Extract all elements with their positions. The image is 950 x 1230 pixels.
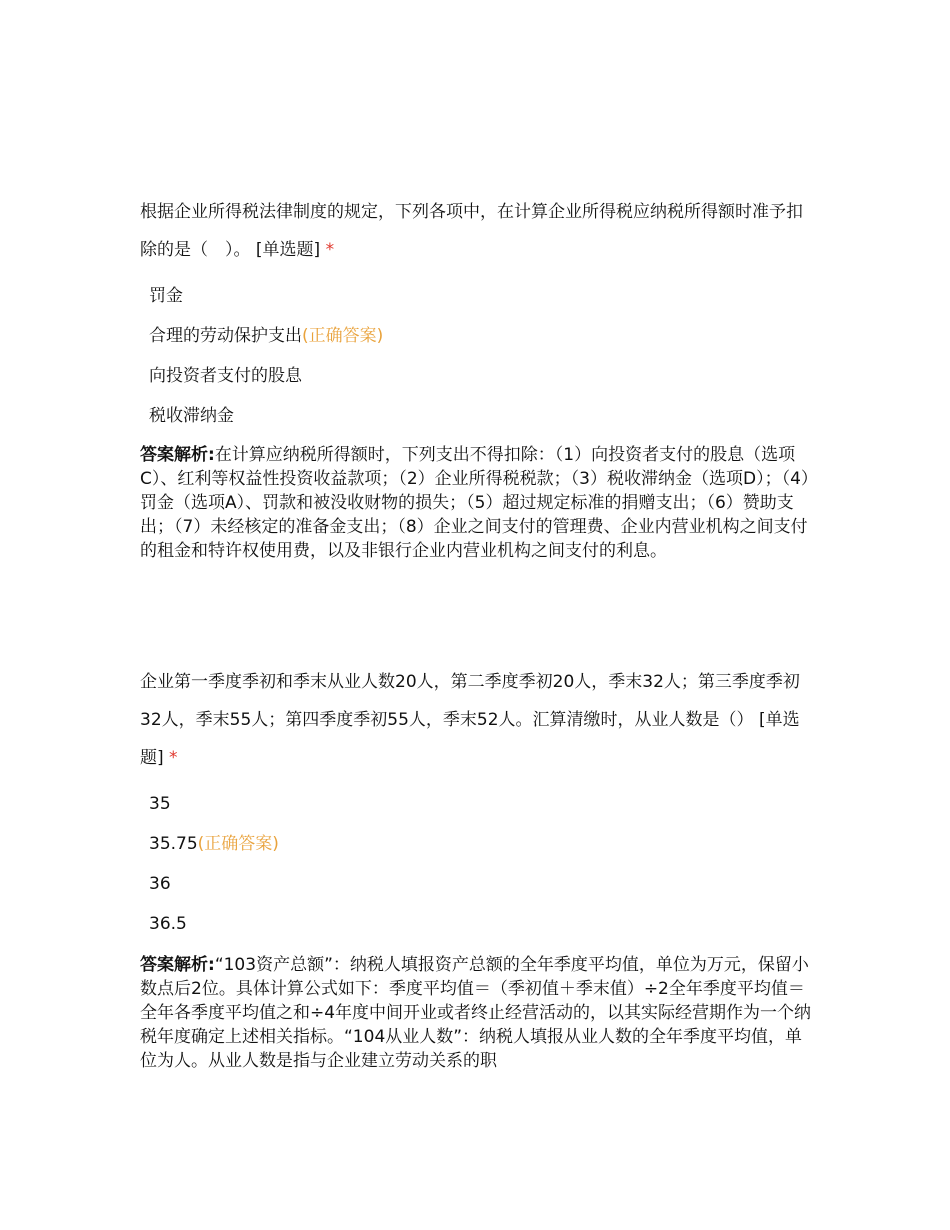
option-label: 36 <box>149 874 171 894</box>
option-label: 35.75 <box>149 834 198 854</box>
question-1-required-mark: * <box>325 240 335 260</box>
question-2-option-a[interactable] <box>149 788 809 828</box>
question-2-option-d[interactable] <box>149 908 809 948</box>
question-2-type: [单选题] <box>140 710 800 768</box>
option-label: 35 <box>149 794 171 814</box>
option-label: 合理的劳动保护支出 <box>149 326 302 346</box>
option-label: 罚金 <box>149 286 183 306</box>
question-1-type: [单选题] <box>255 240 321 260</box>
question-2 <box>140 663 812 777</box>
question-2-required-mark: * <box>169 748 178 768</box>
question-1-options <box>149 280 809 440</box>
question-2-option-b[interactable] <box>149 828 809 868</box>
question-1-option-d[interactable] <box>149 400 809 440</box>
question-2-text: 企业第一季度季初和季末从业人数20人，第二季度季初20人，季末32人；第三季度季初32人，季末55人；第四季度季初55人，季末52人。汇算清缴时，从业人数是（） <box>140 672 800 730</box>
question-1-option-a[interactable] <box>149 280 809 320</box>
question-2-options <box>149 788 809 948</box>
option-label: 向投资者支付的股息 <box>149 366 302 386</box>
correct-answer-tag: (正确答案) <box>197 834 279 854</box>
question-1 <box>140 193 812 269</box>
correct-answer-tag: (正确答案) <box>302 326 384 346</box>
question-2-option-c[interactable] <box>149 868 809 908</box>
question-1-analysis <box>140 443 812 563</box>
question-1-option-c[interactable] <box>149 360 809 400</box>
analysis-text: “103资产总额”：纳税人填报资产总额的全年季度平均值，单位为万元，保留小数点后2位。具体计算公式如下：季度平均值＝（季初值＋季末值）÷2全年季度平均值＝全年各季度平均值之和÷4年度中间开业或者终止经营活动的，以其实际经营期作为一个纳税年度确定上述相关指标。“104从业人数”：纳税人填报从业人数的全年季度平均值，单位为人。从业人数是指与企业建立劳动关系的职 <box>140 955 812 1071</box>
question-1-option-b[interactable] <box>149 320 809 360</box>
question-1-text: 根据企业所得税法律制度的规定，下列各项中，在计算企业所得税应纳税所得额时准予扣除的是（ ）。 <box>140 202 803 260</box>
analysis-text: 在计算应纳税所得额时，下列支出不得扣除：（1）向投资者支付的股息（选项C）、红利等权益性投资收益款项；（2）企业所得税税款；（3）税收滞纳金（选项D）；（4）罚金（选项A）、罚款和被没收财物的损失；（5）超过规定标准的捐赠支出；（6）赞助支出；（7）未经核定的准备金支出；（8）企业之间支付的管理费、企业内营业机构之间支付的租金和特许权使用费，以及非银行企业内营业机构之间支付的利息。 <box>140 445 810 561</box>
analysis-label: 答案解析: <box>140 955 215 975</box>
analysis-label: 答案解析: <box>140 445 215 465</box>
option-label: 税收滞纳金 <box>149 406 234 426</box>
option-label: 36.5 <box>149 914 187 934</box>
question-2-analysis <box>140 953 812 1073</box>
